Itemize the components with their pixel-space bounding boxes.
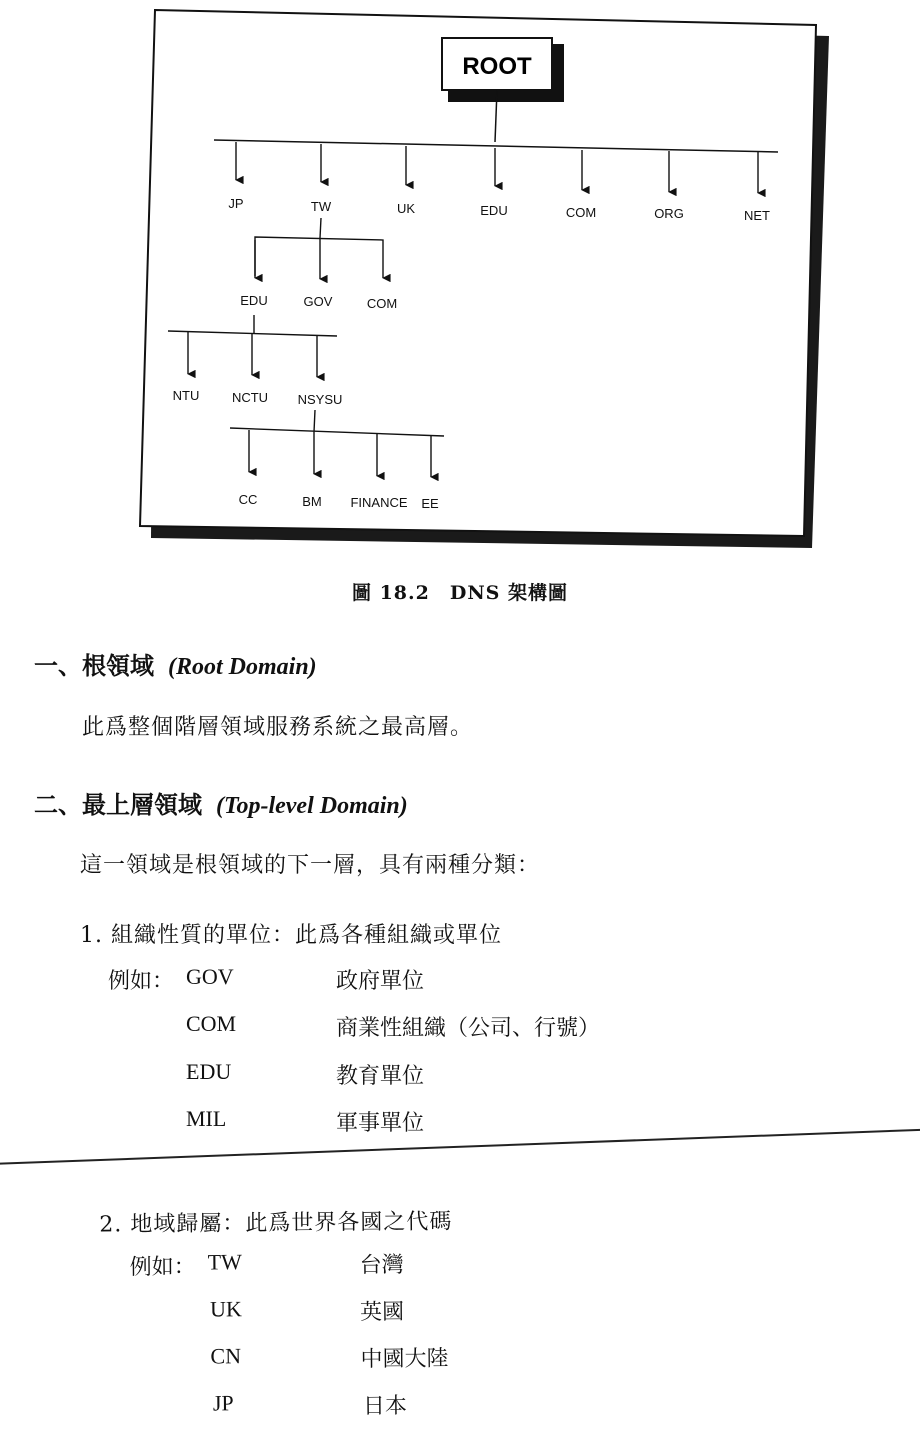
item1-meaning: 政府單位 bbox=[336, 969, 425, 994]
item2-title: 2. 地域歸屬：此爲世界各國之代碼 bbox=[99, 1209, 453, 1238]
node-tw-com: COM bbox=[366, 296, 398, 311]
item2-code: TW bbox=[207, 1249, 242, 1275]
root-label: ROOT bbox=[462, 53, 532, 80]
item1-code: EDU bbox=[186, 1059, 232, 1084]
item1-meaning: 教育單位 bbox=[336, 1064, 425, 1089]
node-nsysu: NSYSU bbox=[297, 392, 343, 407]
item2-meaning: 英國 bbox=[359, 1299, 405, 1326]
node-tw-gov: GOV bbox=[303, 294, 333, 309]
node-org: ORG bbox=[654, 206, 684, 221]
item1-example-label: 例如： bbox=[108, 969, 175, 994]
item1-code: GOV bbox=[186, 964, 234, 989]
figure-caption: 圖 18.2 DNS 架構圖 bbox=[351, 582, 569, 604]
node-net: NET bbox=[744, 208, 770, 223]
section2-heading-zh: 二、最上層領域 bbox=[34, 790, 202, 819]
node-com: COM bbox=[565, 205, 597, 220]
section2-heading-en: (Top-level Domain) bbox=[216, 793, 408, 819]
node-jp: JP bbox=[228, 196, 244, 211]
item1-meaning: 軍事單位 bbox=[336, 1111, 425, 1136]
section2-body: 這一領域是根領域的下一層，具有兩種分類： bbox=[80, 853, 541, 878]
item1-title: 1. 組織性質的單位：此爲各種組織或單位 bbox=[80, 923, 502, 948]
node-uk: UK bbox=[396, 201, 416, 216]
item2-code: CN bbox=[210, 1343, 242, 1369]
node-nctu: NCTU bbox=[231, 390, 269, 405]
item1-meaning: 商業性組織（公司、行號） bbox=[336, 1016, 601, 1041]
node-edu: EDU bbox=[480, 203, 508, 218]
node-ee: EE bbox=[421, 496, 439, 511]
node-bm: BM bbox=[302, 494, 322, 509]
item2-entry-jp bbox=[1, 1384, 920, 1420]
item2-meaning: 台灣 bbox=[359, 1252, 404, 1279]
node-tw-edu: EDU bbox=[240, 293, 268, 308]
node-ntu: NTU bbox=[172, 388, 200, 403]
item2-code: UK bbox=[209, 1296, 242, 1322]
item2-code: JP bbox=[212, 1390, 234, 1416]
section1-body: 此爲整個階層領域服務系統之最高層。 bbox=[82, 715, 474, 740]
item1-code: COM bbox=[186, 1011, 237, 1036]
item2-entry-cn bbox=[0, 1337, 920, 1373]
node-finance: FINANCE bbox=[350, 495, 408, 510]
item2-meaning: 日本 bbox=[362, 1393, 408, 1420]
section1-heading-zh: 一、根領域 bbox=[34, 651, 154, 680]
node-cc: CC bbox=[238, 492, 258, 507]
node-tw: TW bbox=[310, 199, 332, 214]
item2-entry-uk bbox=[0, 1290, 920, 1326]
item2-meaning: 中國大陸 bbox=[360, 1346, 449, 1373]
section1-heading-en: (Root Domain) bbox=[168, 654, 317, 680]
item1-code: MIL bbox=[186, 1106, 227, 1131]
item2-example-label: 例如： bbox=[129, 1254, 196, 1281]
